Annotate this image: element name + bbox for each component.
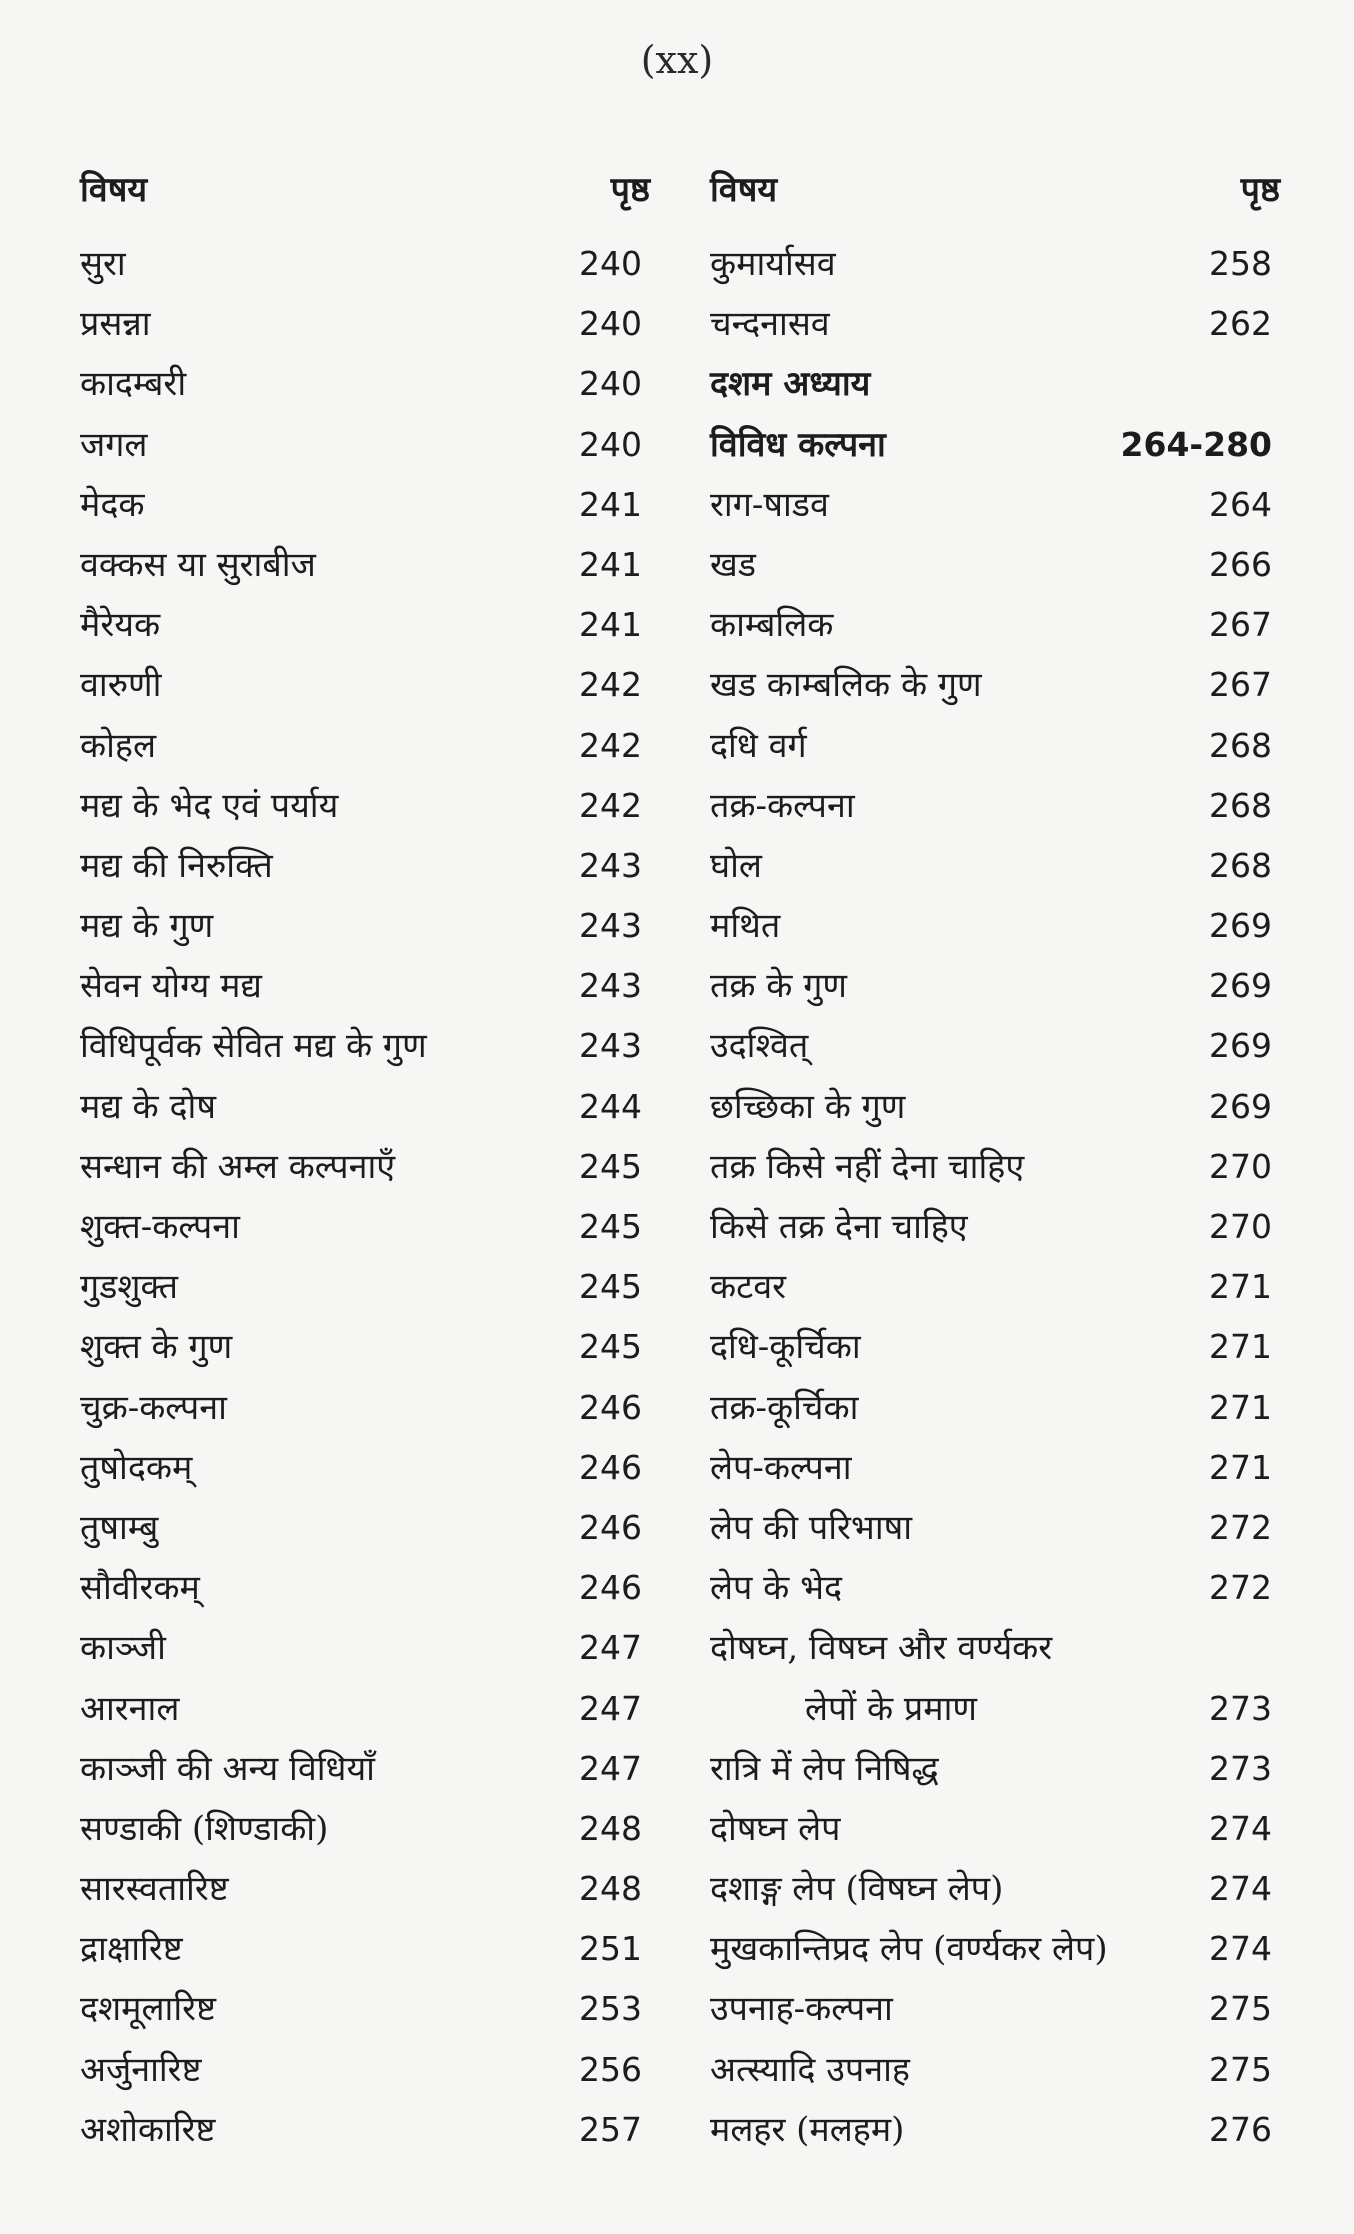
toc-entry-title: सुरा: [80, 244, 126, 284]
toc-entry-title: सारस्वतारिष्ट: [80, 1869, 229, 1910]
toc-entry-page: 245: [579, 1327, 642, 1367]
toc-entry-page: 270: [1209, 1146, 1272, 1186]
toc-entry: [710, 540, 1280, 600]
toc-entry: [710, 1202, 1280, 1262]
toc-entry-title: उपनाह-कल्पना: [710, 1989, 893, 2030]
toc-entry: [80, 1563, 650, 1623]
toc-entry: [80, 1864, 650, 1924]
toc-entry: [80, 1322, 650, 1382]
toc-entry: [80, 1924, 650, 1984]
right-column-header: [710, 165, 1280, 239]
toc-entry-page: 248: [579, 1869, 642, 1909]
toc-entry-title: मथित: [710, 906, 781, 947]
toc-entry-title: दशम अध्याय: [710, 364, 871, 405]
toc-entry-page: 243: [579, 966, 642, 1006]
subject-header: विषय: [80, 170, 148, 210]
toc-entry-page: 241: [579, 544, 642, 584]
toc-entry-title: गुडशुक्त: [80, 1267, 179, 1308]
toc-entry-page: 269: [1209, 966, 1272, 1006]
toc-entry-title: मद्य के दोष: [80, 1086, 216, 1127]
toc-entry-page: 244: [579, 1086, 642, 1126]
toc-entry-page: 246: [579, 1447, 642, 1487]
toc-entry: [80, 540, 650, 600]
toc-entry-page: 242: [579, 665, 642, 705]
toc-entry-page: 245: [579, 1267, 642, 1307]
toc-entry-title: तुषोदकम्: [80, 1447, 193, 1488]
toc-entry-page: 245: [579, 1207, 642, 1246]
toc-entry: [80, 660, 650, 720]
toc-entry: [80, 781, 650, 841]
toc-entry-page: 245: [579, 1146, 642, 1186]
toc-entry: [710, 299, 1280, 359]
toc-entry-page: 240: [579, 424, 642, 464]
toc-entry-page: 258: [1209, 244, 1272, 283]
toc-entry-page: 241: [579, 484, 642, 524]
toc-entry: [710, 1262, 1280, 1322]
page-header: पृष्ठ: [610, 170, 650, 210]
toc-entry-title: उदश्वित्: [710, 1026, 809, 1067]
left-column: [80, 165, 650, 2165]
toc-entry-title: दधि-कूर्चिका: [710, 1327, 861, 1368]
toc-entry-title: दशाङ्ग लेप (विषघ्न लेप): [710, 1869, 1004, 1910]
toc-entry-title: सण्डाकी (शिण्डाकी): [80, 1808, 329, 1849]
toc-entry-page: 272: [1209, 1568, 1272, 1608]
toc-entry: [710, 901, 1280, 961]
toc-entry: [710, 1864, 1280, 1924]
toc-entry: [80, 1684, 650, 1744]
toc-entry-page: 270: [1209, 1207, 1272, 1246]
right-entry-list: [710, 239, 1280, 2165]
toc-entry-title: दधि वर्ग: [710, 725, 807, 766]
toc-entry-page: 275: [1209, 2049, 1272, 2089]
toc-entry: [80, 480, 650, 540]
toc-entry-title: कोहल: [80, 725, 157, 766]
toc-entry: [710, 420, 1280, 480]
toc-entry-page: 269: [1209, 1086, 1272, 1126]
toc-entry-page: 271: [1209, 1387, 1272, 1427]
toc-entry-title: द्राक्षारिष्ट: [80, 1929, 183, 1970]
right-column: [710, 165, 1280, 2165]
toc-entry: [710, 2105, 1280, 2165]
page-header: पृष्ठ: [1240, 170, 1280, 210]
toc-entry: [710, 721, 1280, 781]
toc-entry-page: 268: [1209, 785, 1272, 825]
toc-entry-page: 242: [579, 725, 642, 765]
toc-entry-page: 269: [1209, 906, 1272, 946]
toc-entry-title: तक्र के गुण: [710, 966, 847, 1007]
toc-entry-title: रात्रि में लेप निषिद्ध: [710, 1748, 939, 1789]
toc-entry-title: आरनाल: [80, 1688, 180, 1729]
subject-header: विषय: [710, 170, 778, 210]
toc-entry-title: मद्य की निरुक्ति: [80, 845, 273, 886]
toc-entry: [710, 841, 1280, 901]
toc-entry-title: कादम्बरी: [80, 364, 187, 405]
toc-entry: [710, 1082, 1280, 1142]
toc-entry: [80, 901, 650, 961]
toc-entry-title: तुषाम्बु: [80, 1507, 159, 1548]
toc-entry-page: 251: [579, 1929, 642, 1969]
toc-entry: [710, 1623, 1280, 1683]
toc-entry: [80, 239, 650, 299]
toc-entry-page: 272: [1209, 1507, 1272, 1547]
toc-entry-title: खड काम्बलिक के गुण: [710, 665, 982, 706]
toc-entry: [710, 1804, 1280, 1864]
toc-entry-title: कुमार्यासव: [710, 244, 836, 284]
toc-entry-page: 267: [1209, 605, 1272, 645]
toc-entry: [710, 1443, 1280, 1503]
toc-entry: [710, 1383, 1280, 1443]
toc-entry-page: 240: [579, 364, 642, 404]
toc-entry: [80, 1383, 650, 1443]
toc-entry-page: 274: [1209, 1929, 1272, 1969]
toc-entry-title: जगल: [80, 424, 148, 465]
toc-entry-title: लेपों के प्रमाण: [805, 1688, 977, 1729]
toc-entry-title: काम्बलिक: [710, 605, 834, 646]
toc-entry-title: विधिपूर्वक सेवित मद्य के गुण: [80, 1026, 427, 1067]
toc-entry-page: 246: [579, 1387, 642, 1427]
toc-entry-title: अशोकारिष्ट: [80, 2109, 216, 2150]
toc-entry: [80, 1443, 650, 1503]
toc-entry-title: शुक्त-कल्पना: [80, 1207, 240, 1247]
toc-entry-page: 268: [1209, 845, 1272, 885]
toc-entry-page: 246: [579, 1507, 642, 1547]
toc-entry: [80, 600, 650, 660]
toc-entry-title: शुक्त के गुण: [80, 1327, 233, 1368]
toc-entry-page: 271: [1209, 1267, 1272, 1307]
toc-entry-title: काञ्जी: [80, 1628, 166, 1669]
toc-entry-page: 240: [579, 244, 642, 283]
toc-entry: [710, 359, 1280, 419]
toc-entry-page: 269: [1209, 1026, 1272, 1066]
toc-entry-title: छच्छिका के गुण: [710, 1086, 906, 1127]
toc-entry: [80, 841, 650, 901]
toc-entry-title: तक्र-कल्पना: [710, 785, 855, 826]
toc-entry: [710, 1744, 1280, 1804]
toc-entry: [710, 1021, 1280, 1081]
toc-entry-title: मलहर (मलहम): [710, 2109, 905, 2150]
toc-entry: [80, 1744, 650, 1804]
left-entry-list: [80, 239, 650, 2165]
toc-entry-page: 248: [579, 1808, 642, 1848]
toc-entry: [80, 1623, 650, 1683]
toc-entry-page: 247: [579, 1688, 642, 1728]
toc-entry-page: 257: [579, 2109, 642, 2149]
toc-entry-title: चन्दनासव: [710, 304, 830, 345]
toc-entry-page: 262: [1209, 304, 1272, 344]
toc-entry: [80, 1202, 650, 1262]
toc-entry-page: 243: [579, 906, 642, 946]
toc-entry-title: वारुणी: [80, 665, 162, 706]
toc-entry-title: राग-षाडव: [710, 484, 829, 525]
toc-entry-title: काञ्जी की अन्य विधियाँ: [80, 1748, 375, 1789]
toc-entry-page: 274: [1209, 1869, 1272, 1909]
toc-entry-page: 264: [1209, 484, 1272, 524]
toc-entry: [80, 1984, 650, 2044]
toc-entry-page: 246: [579, 1568, 642, 1608]
toc-entry-title: तक्र किसे नहीं देना चाहिए: [710, 1146, 1025, 1187]
toc-entry-title: अत्स्यादि उपनाह: [710, 2049, 910, 2090]
toc-entry: [80, 1082, 650, 1142]
toc-entry-page: 271: [1209, 1327, 1272, 1367]
page-number: (xx): [640, 38, 714, 82]
toc-entry: [80, 359, 650, 419]
toc-entry-title: लेप-कल्पना: [710, 1447, 852, 1488]
toc-entry: [80, 299, 650, 359]
toc-entry-page: 243: [579, 845, 642, 885]
toc-entry-page: 264-280: [1120, 424, 1272, 464]
toc-entry-title: मद्य के भेद एवं पर्याय: [80, 785, 339, 826]
toc-entry-page: 267: [1209, 665, 1272, 705]
toc-entry-title: मेदक: [80, 484, 145, 525]
toc-entry: [710, 1503, 1280, 1563]
toc-entry-title: सेवन योग्य मद्य: [80, 966, 262, 1007]
toc-entry-page: 268: [1209, 725, 1272, 765]
toc-entry: [80, 721, 650, 781]
toc-entry-title: खड: [710, 544, 757, 585]
toc-entry-page: 242: [579, 785, 642, 825]
toc-entry: [710, 1984, 1280, 2044]
toc-entry-title: मद्य के गुण: [80, 906, 214, 947]
toc-entry: [80, 2105, 650, 2165]
toc-entry-page: 275: [1209, 1989, 1272, 2029]
toc-entry: [710, 2045, 1280, 2105]
toc-entry: [80, 1804, 650, 1864]
toc-entry-title: कटवर: [710, 1267, 787, 1308]
toc-entry-title: वक्कस या सुराबीज: [80, 544, 316, 585]
toc-entry-page: 247: [579, 1748, 642, 1788]
toc-entry-title: दशमूलारिष्ट: [80, 1989, 216, 2030]
toc-entry: [710, 239, 1280, 299]
toc-entry: [710, 660, 1280, 720]
toc-entry-title: सौवीरकम्: [80, 1568, 200, 1609]
toc-entry: [80, 1503, 650, 1563]
left-column-header: [80, 165, 650, 239]
toc-entry-page: 276: [1209, 2109, 1272, 2149]
toc-entry: [80, 1021, 650, 1081]
toc-entry: [80, 1142, 650, 1202]
toc-entry: [710, 600, 1280, 660]
toc-entry: [710, 1684, 1280, 1744]
toc-entry-title: लेप के भेद: [710, 1568, 843, 1609]
toc-entry-title: विविध कल्पना: [710, 424, 886, 465]
toc-entry-title: दोषघ्न, विषघ्न और वर्ण्यकर: [710, 1628, 1053, 1669]
toc-entry-page: 266: [1209, 544, 1272, 584]
toc-entry: [710, 961, 1280, 1021]
toc-entry-title: किसे तक्र देना चाहिए: [710, 1207, 968, 1247]
toc-entry: [710, 781, 1280, 841]
toc-entry-title: सन्धान की अम्ल कल्पनाएँ: [80, 1146, 396, 1187]
toc-entry-page: 274: [1209, 1808, 1272, 1848]
toc-entry: [80, 2045, 650, 2105]
toc-entry-title: दोषघ्न लेप: [710, 1808, 841, 1849]
toc-entry: [710, 1322, 1280, 1382]
toc-entry: [710, 1142, 1280, 1202]
toc-entry-page: 241: [579, 605, 642, 645]
toc-entry-title: मैरेयक: [80, 605, 161, 646]
toc-entry-title: लेप की परिभाषा: [710, 1507, 913, 1548]
toc-entry-title: अर्जुनारिष्ट: [80, 2049, 202, 2090]
toc-entry: [710, 1924, 1280, 1984]
toc-entry: [80, 961, 650, 1021]
toc-entry-title: प्रसन्ना: [80, 304, 151, 345]
toc-entry-page: 271: [1209, 1447, 1272, 1487]
toc-entry: [710, 480, 1280, 540]
toc-entry-page: 273: [1209, 1688, 1272, 1728]
toc-entry: [710, 1563, 1280, 1623]
toc-entry-page: 253: [579, 1989, 642, 2029]
toc-entry: [80, 420, 650, 480]
toc-entry-page: 273: [1209, 1748, 1272, 1788]
toc-entry-title: चुक्र-कल्पना: [80, 1387, 227, 1428]
toc-entry-page: 247: [579, 1628, 642, 1668]
toc-entry-title: घोल: [710, 845, 762, 886]
toc-entry: [80, 1262, 650, 1322]
toc-entry-page: 240: [579, 304, 642, 344]
toc-entry-title: मुखकान्तिप्रद लेप (वर्ण्यकर लेप): [710, 1929, 1108, 1970]
toc-entry-page: 243: [579, 1026, 642, 1066]
toc-entry-page: 256: [579, 2049, 642, 2089]
toc-entry-title: तक्र-कूर्चिका: [710, 1387, 859, 1428]
